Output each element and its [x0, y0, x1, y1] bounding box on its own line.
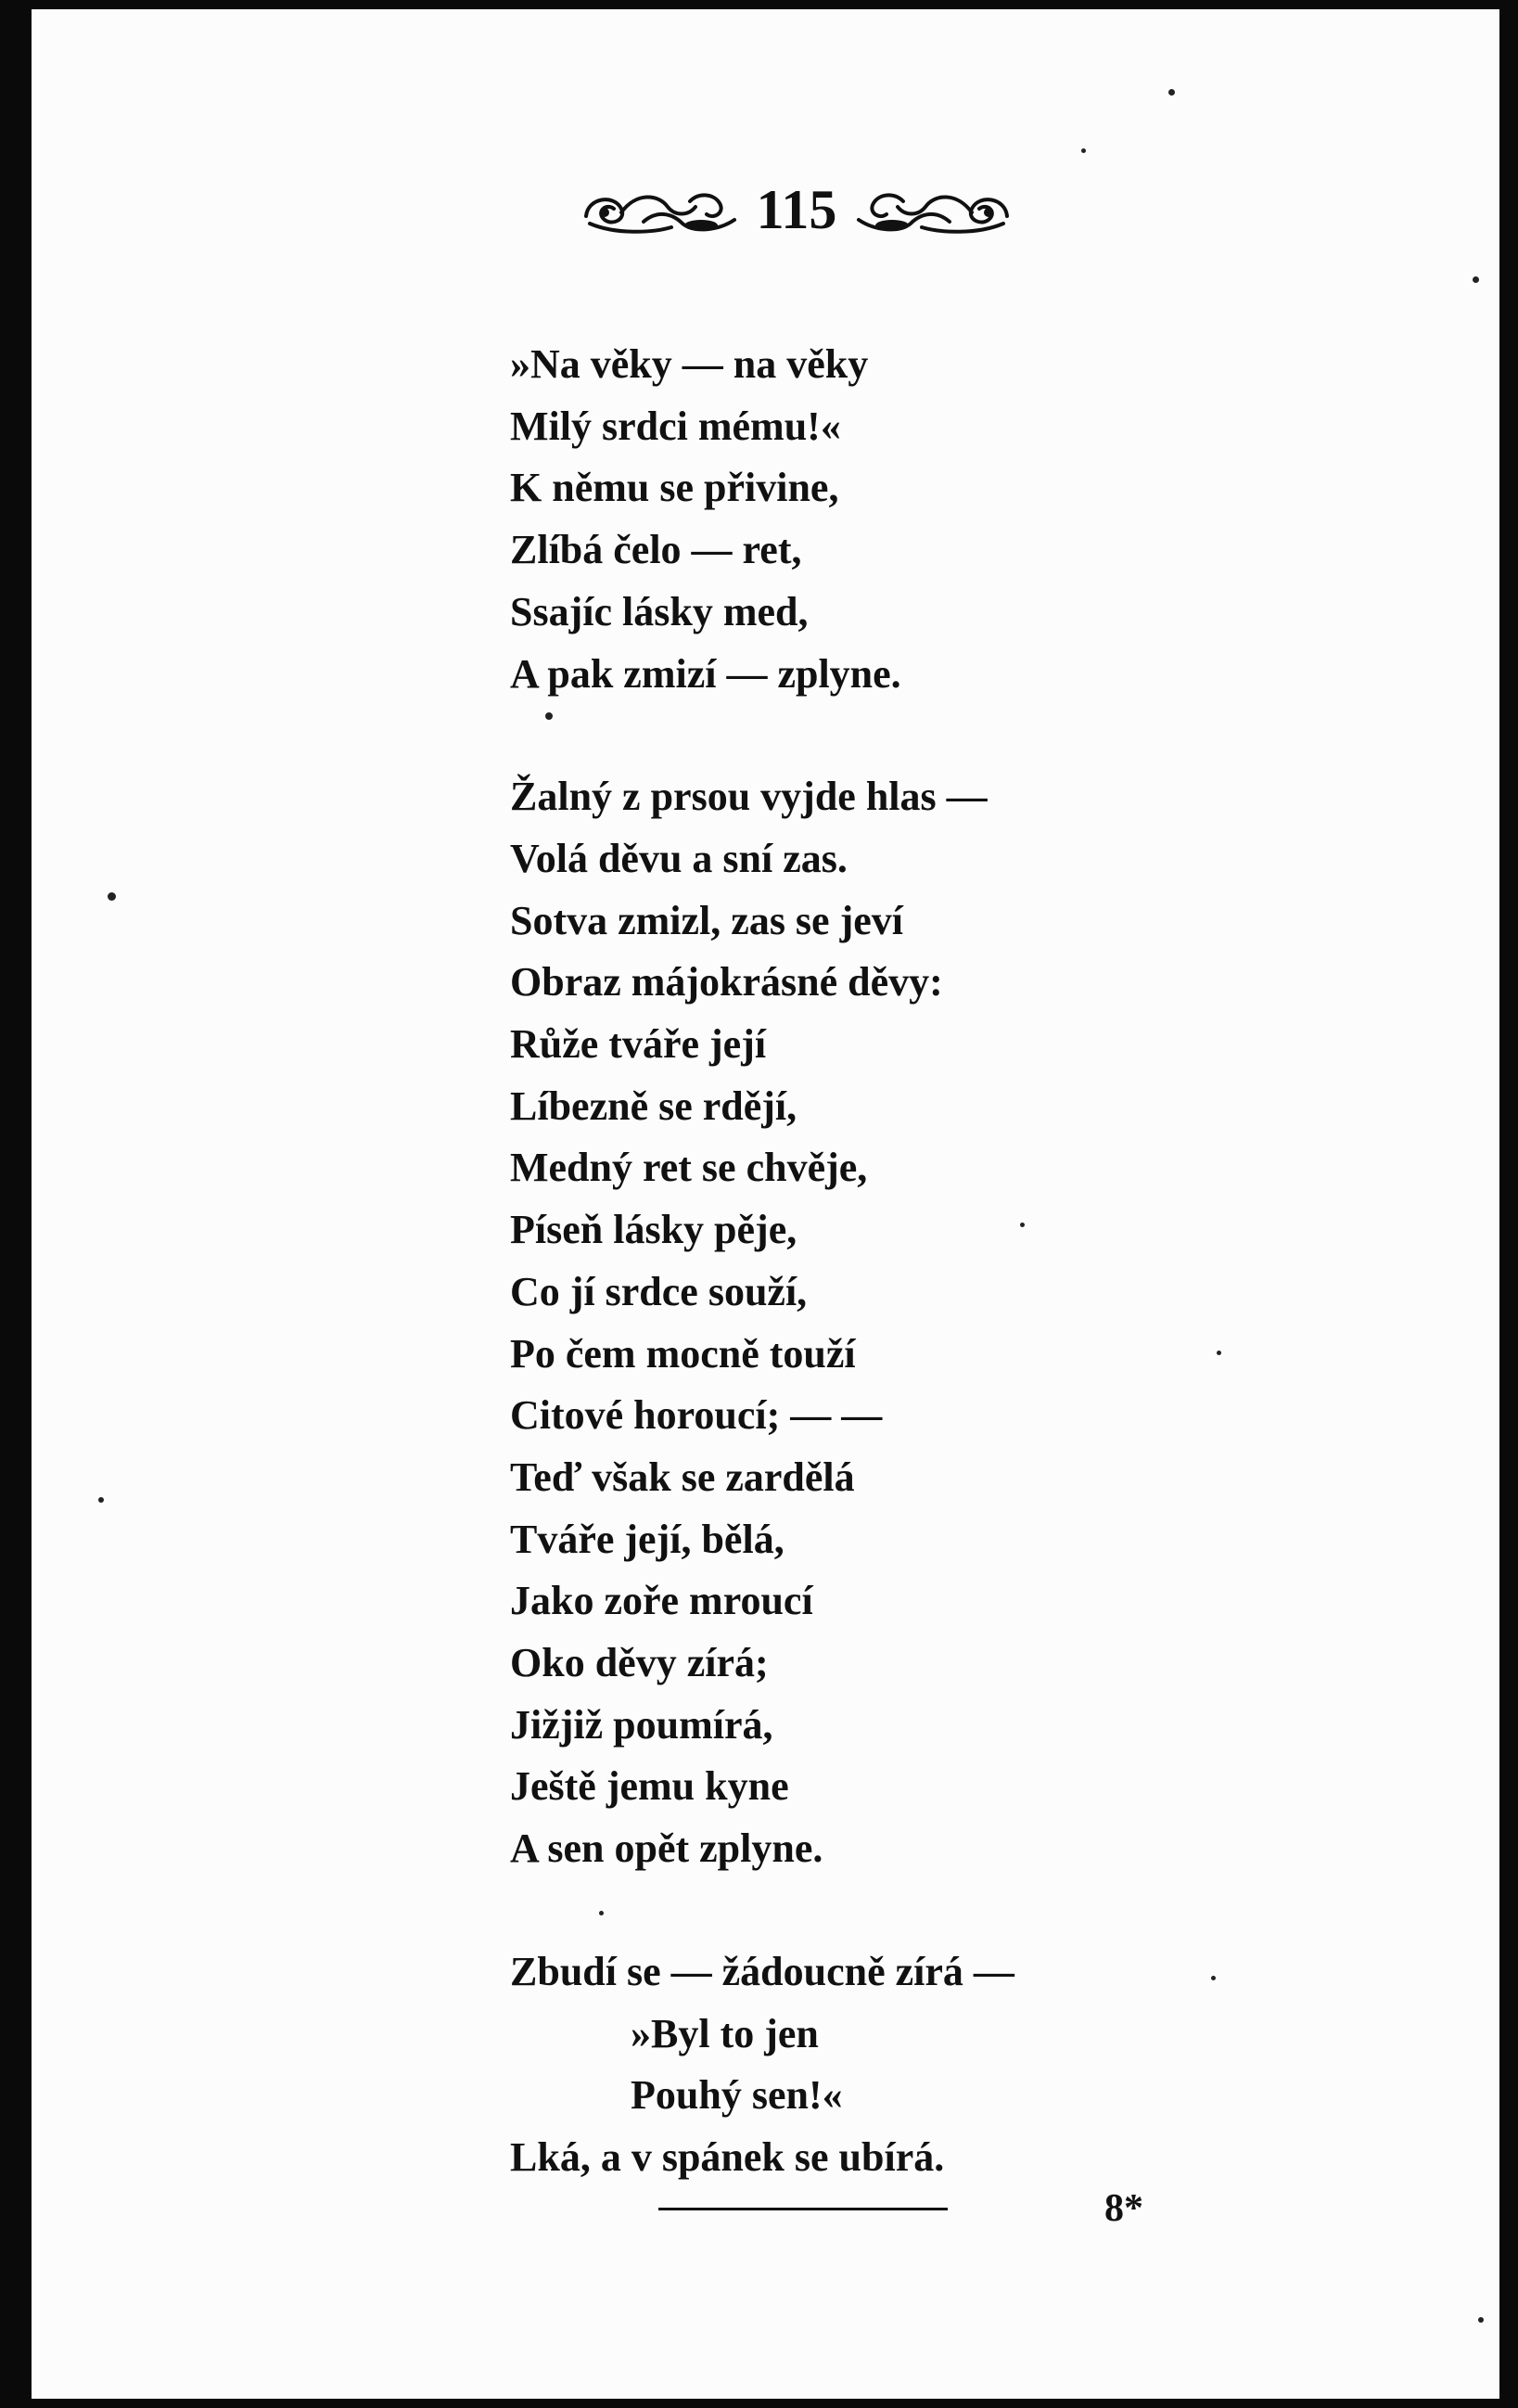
poem-line: Medný ret se chvěje, [510, 1145, 868, 1191]
poem-line: A pak zmizí — zplyne. [510, 650, 901, 697]
poem [510, 334, 1345, 2189]
signature-mark: 8* [1104, 2187, 1143, 2230]
scan-speck [98, 1497, 104, 1503]
poem-line: Jižjiž poumírá, [510, 1701, 773, 1748]
scan-speck [1211, 1976, 1216, 1980]
scan-edge-right [1499, 0, 1518, 2408]
poem-line-indented: »Byl to jen [631, 2010, 819, 2056]
book-page [32, 9, 1499, 2399]
poem-line: Líbezně se rdějí, [510, 1082, 797, 1129]
poem-line: Sotva zmizl, zas se jeví [510, 897, 903, 943]
poem-line: Citové horoucí; — — [510, 1392, 883, 1439]
scan-speck [108, 892, 116, 901]
poem-line: Teď však se zardělá [510, 1454, 855, 1500]
scan-speck [1020, 1223, 1025, 1227]
poem-line: Obraz májokrásné děvy: [510, 959, 943, 1005]
poem-line: A sen opět zplyne. [510, 1825, 823, 1872]
scan-speck [1168, 89, 1175, 96]
poem-line: Zlíbá čelo — ret, [510, 527, 802, 573]
scan-edge-left [0, 0, 32, 2408]
poem-line: Milý srdci mému!« [510, 403, 841, 449]
poem-line: Ještě jemu kyne [510, 1763, 789, 1810]
poem-line: Volá děvu a sní zas. [510, 835, 848, 881]
poem-line: Zbudí se — žádoucně zírá — [510, 1948, 1014, 1994]
poem-line: Oko děvy zírá; [510, 1640, 769, 1686]
scan-speck [1217, 1351, 1221, 1355]
stanza [510, 1941, 1345, 2189]
floral-ornament-left-icon [579, 185, 746, 237]
stanza [510, 334, 1345, 705]
scan-speck [1478, 2317, 1484, 2323]
poem-line: Lká, a v spánek se ubírá. [510, 2133, 945, 2180]
page-number: 115 [756, 179, 837, 240]
scan-speck [1473, 276, 1479, 283]
poem-line: Růže tváře její [510, 1021, 767, 1068]
floral-ornament-right-icon [848, 185, 1014, 237]
poem-line: Píseň lásky pěje, [510, 1207, 797, 1253]
poem-line: Tváře její, bělá, [510, 1516, 785, 1562]
poem-line: Žalný z prsou vyjde hlas — [510, 774, 988, 820]
scan-speck [1081, 148, 1086, 153]
poem-line: »Na věky — na věky [510, 341, 869, 387]
poem-line: K němu se přivine, [510, 465, 839, 511]
poem-line-indented: Pouhý sen!« [631, 2072, 843, 2119]
scan-speck [545, 712, 553, 720]
stanza [510, 766, 1345, 1880]
page-header [579, 172, 1014, 255]
poem-line: Po čem mocně touží [510, 1330, 856, 1377]
scan-speck [599, 1911, 604, 1915]
poem-line: Jako zoře mroucí [510, 1578, 813, 1624]
scan-edge-bottom [0, 2399, 1518, 2408]
poem-line: Ssajíc lásky med, [510, 588, 809, 634]
poem-line: Co jí srdce souží, [510, 1268, 808, 1314]
end-rule [658, 2208, 948, 2210]
scan-edge-top [0, 0, 1518, 9]
